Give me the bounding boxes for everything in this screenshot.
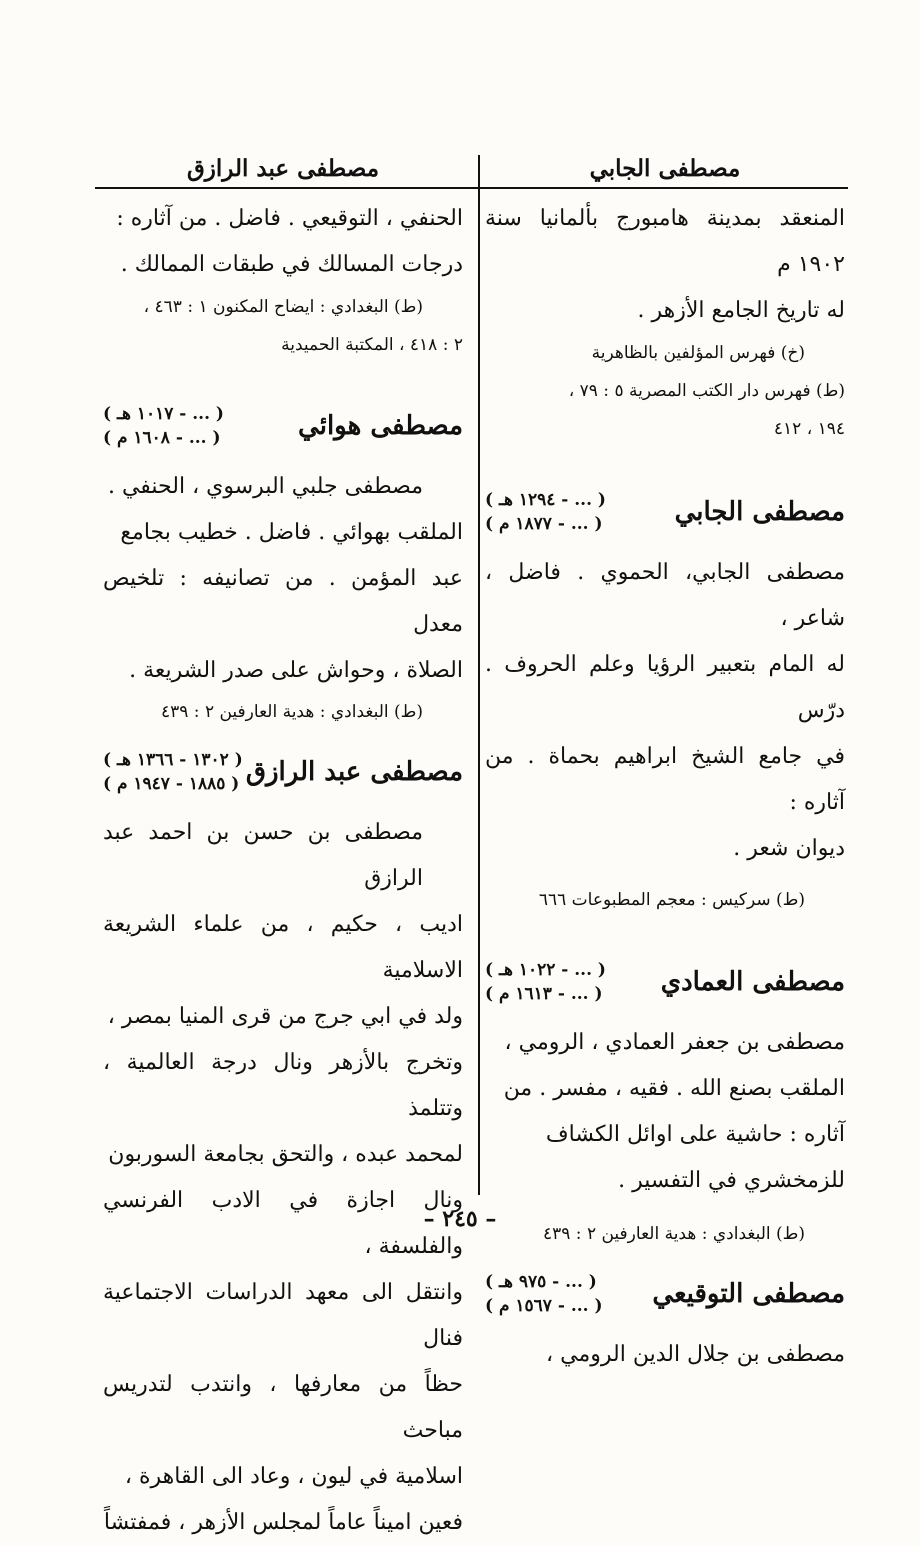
text-line: حظاً من معارفها ، وانتدب لتدريس مباحث (103, 1372, 463, 1443)
text-line: درجات المسالك في طبقات الممالك . (120, 252, 463, 277)
entry-head (485, 1270, 845, 1318)
entry-dates (485, 958, 606, 1006)
left-continuation (103, 196, 463, 288)
entry-tawqii (485, 1270, 845, 1378)
entry-name: مصطفى العمادي (660, 967, 845, 997)
text-line: مصطفى بن جعفر العمادي ، الرومي ، (504, 1030, 845, 1055)
text-line: اسلامية في ليون ، وعاد الى القاهرة ، (124, 1464, 463, 1489)
entry-dates (103, 748, 243, 796)
text-line: لمحمد عبده ، والتحق بجامعة السوربون (108, 1142, 463, 1167)
right-sources (485, 334, 845, 448)
left-running-head: مصطفى عبد الرازق (186, 155, 380, 182)
text-line: الملقب بهوائي . فاضل . خطيب بجامع (120, 520, 463, 545)
text-line: مصطفى الجابي، الحموي . فاضل ، شاعر ، (485, 560, 845, 631)
column-divider (478, 155, 480, 1195)
entry-dates (485, 488, 606, 536)
entry-head (103, 748, 463, 796)
right-column (485, 150, 845, 1378)
entry-abd-al-raziq (103, 748, 463, 1546)
text-line: فعين اميناً عاماً لمجلس الأزهر ، فمفتشاً (103, 1510, 463, 1535)
source-line: (ط) البغدادي : ايضاح المكنون ١ : ٤٦٣ ، (143, 297, 423, 317)
text-line: في جامع الشيخ ابراهيم بحماة . من آثاره : (485, 744, 845, 815)
text-line: المنعقد بمدينة هامبورج بألمانيا سنة ١٩٠٢ م (485, 206, 845, 277)
source-line: (ط) البغدادي : هدية العارفين ٢ : ٤٣٩ (160, 702, 423, 722)
date-hijri: ( ١٣٠٢ - ١٣٦٦ هـ ) (103, 750, 243, 770)
text-line: مصطفى جلبي البرسوي ، الحنفي . (107, 474, 423, 499)
source-line: ٢ : ٤١٨ ، المكتبة الحميدية (281, 335, 463, 355)
text-line: ديوان شعر . (733, 836, 845, 861)
entry-name: مصطفى هوائي (298, 411, 463, 441)
entry-name: مصطفى الجابي (674, 497, 845, 527)
entry-head (485, 488, 845, 536)
entry-dates (103, 402, 224, 450)
date-gregorian: ( ... - ١٨٧٧ م ) (485, 514, 603, 534)
entry-name: مصطفى التوقيعي (652, 1279, 845, 1309)
text-line: الحنفي ، التوقيعي . فاضل . من آثاره : (116, 206, 463, 231)
page-number: – ٢٤٥ – (423, 1206, 497, 1232)
date-hijri: ( ... - ١٠١٧ هـ ) (103, 404, 224, 424)
date-gregorian: ( ١٨٨٥ - ١٩٤٧ م ) (103, 774, 240, 794)
date-gregorian: ( ... - ١٦١٣ م ) (485, 984, 603, 1004)
entry-dates (485, 1270, 603, 1318)
entry-hawai (103, 402, 463, 730)
entry-head (103, 402, 463, 450)
entry-head (485, 958, 845, 1006)
text-line: مصطفى بن جلال الدين الرومي ، (546, 1342, 845, 1367)
source-line: (خ) فهرس المؤلفين بالظاهرية (591, 343, 805, 363)
right-running-head: مصطفى الجابي (589, 155, 741, 182)
text-line: عبد المؤمن . من تصانيفه : تلخيص معدل (103, 566, 463, 637)
date-hijri: ( ... - ٩٧٥ هـ ) (485, 1272, 597, 1292)
header-rule (95, 187, 848, 189)
source-line: (ط) فهرس دار الكتب المصرية ٥ : ٧٩ ، (568, 381, 845, 401)
text-line: اديب ، حكيم ، من علماء الشريعة الاسلامية (103, 912, 463, 983)
text-line: مصطفى بن حسن بن احمد عبد الرازق (103, 820, 423, 891)
text-line: له المام بتعبير الرؤيا وعلم الحروف . درّس (485, 652, 845, 723)
text-line: للزمخشري في التفسير . (618, 1168, 845, 1193)
text-line: الملقب بصنع الله . فقيه ، مفسر . من (503, 1076, 845, 1101)
left-sources (103, 288, 463, 364)
right-continuation (485, 196, 845, 334)
source-line: ١٩٤ ، ٤١٢ (773, 419, 845, 439)
date-hijri: ( ... - ١٢٩٤ هـ ) (485, 490, 606, 510)
left-column (103, 150, 463, 1546)
date-hijri: ( ... - ١٠٢٢ هـ ) (485, 960, 606, 980)
text-line: وتخرج بالأزهر ونال درجة العالمية ، وتتلمذ (103, 1050, 463, 1121)
text-line: له تاريخ الجامع الأزهر . (637, 298, 845, 323)
text-line: وانتقل الى معهد الدراسات الاجتماعية فنال (103, 1280, 463, 1351)
source-line: (ط) سركيس : معجم المطبوعات ٦٦٦ (538, 890, 805, 910)
source-line: (ط) البغدادي : هدية العارفين ٢ : ٤٣٩ (542, 1224, 805, 1244)
text-line: الصلاة ، وحواش على صدر الشريعة . (129, 658, 463, 683)
text-line: ونال اجازة في الادب الفرنسي والفلسفة ، (103, 1188, 463, 1259)
entry-jabi (485, 488, 845, 918)
text-line: ولد في ابي جرج من قرى المنيا بمصر ، (107, 1004, 463, 1029)
date-gregorian: ( ... - ١٦٠٨ م ) (103, 428, 221, 448)
entry-name: مصطفى عبد الرازق (245, 757, 463, 787)
date-gregorian: ( ... - ١٥٦٧ م ) (485, 1296, 603, 1316)
text-line: آثاره : حاشية على اوائل الكشاف (545, 1122, 845, 1147)
